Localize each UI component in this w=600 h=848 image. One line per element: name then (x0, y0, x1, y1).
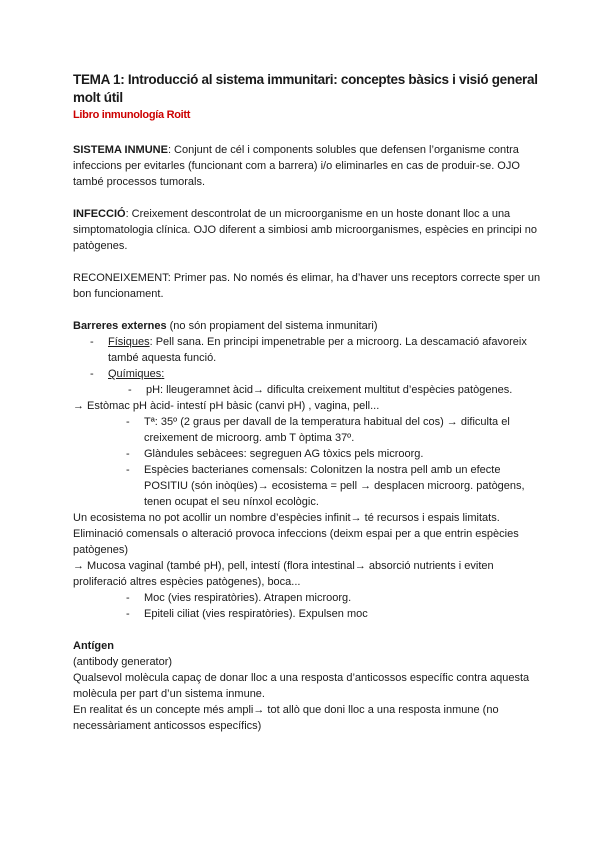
text-temperatura: Tª: 35º (2 graus per davall de la temperatura habitual del cos) → dificulta el creixement de microorg. amb T òptima 37º. (144, 416, 510, 444)
text-antigen-def: Qualsevol molècula capaç de donar lloc a una resposta d’anticossos específic contra aquesta molècula per part d’un sistema inmune. (73, 672, 530, 700)
text-mucosa: → Mucosa vaginal (també pH), pell, intestí (flora intestinal→ absorció nutrients i eviten proliferació altres espècies patògenes), boca... (73, 560, 494, 588)
text-ph: pH: lleugeramnet àcid→ dificulta creixement multitut d’espècies patògenes. (146, 384, 513, 396)
list-item-quimiques (73, 366, 543, 382)
definition-sistema-inmune (73, 142, 543, 190)
bullet-dash: - (90, 368, 94, 380)
text-glandules: Glàndules sebàcees: segreguen AG tòxics pels microorg. (144, 448, 424, 460)
list-item-epiteli (73, 606, 543, 622)
list-item-glandules (73, 446, 543, 462)
document-page (73, 71, 543, 734)
list-item-moc (73, 590, 543, 606)
text-antigen-sub: (antibody generator) (73, 656, 173, 668)
text-antigen-realitat: En realitat és un concepte més ampli→ tot allò que doni lloc a una resposta inmune (no necessàriament anticossos específics) (73, 704, 499, 732)
text-ecosistema: Un ecosistema no pot acollir un nombre d’espècies infinit→ té recursos i espais limitats. (73, 512, 500, 524)
source-reference: Libro inmunología Roitt (73, 109, 191, 121)
list-item-fisiques (73, 334, 543, 366)
section-barreres-externes (73, 318, 543, 334)
list-item-temperatura (73, 414, 543, 446)
bullet-dash: - (90, 336, 94, 348)
heading-antigen: Antígen (73, 640, 114, 652)
list-item-comensals (73, 462, 543, 510)
text-moc: Moc (vies respiratòries). Atrapen microorg. (144, 592, 352, 604)
list-item-ph (73, 382, 543, 398)
bullet-dash: - (126, 416, 130, 428)
label-quimiques: Químiques (108, 368, 162, 380)
paragraph-reconeixement: RECONEIXEMENT: Primer pas. No només és elimar, ha d’haver uns receptors correcte sper un bon funcionament. (73, 272, 541, 300)
text-estomac: → Estòmac pH àcid- intestí pH bàsic (canvi pH) , vagina, pell... (73, 400, 380, 412)
bullet-dash: - (126, 464, 130, 476)
bullet-dash: - (128, 384, 132, 396)
term-sistema-inmune: SISTEMA INMUNE (73, 144, 168, 156)
term-infeccio: INFECCIÓ (73, 208, 126, 220)
heading-barreres-externes: Barreres externes (73, 320, 167, 332)
bullet-dash: - (126, 592, 130, 604)
text-sistema-inmune: : Conjunt de cél i components solubles que defensen l’organisme contra infeccions per evitarles (funcionant com a barrera) i/o eliminarles en cas de produir-se. OJO també processos tumorals. (73, 144, 520, 188)
text-epiteli: Epiteli ciliat (vies respiratòries). Expulsen moc (144, 608, 368, 620)
text-eliminacio: Eliminació comensals o alteració provoca infeccions (deixm espai per a que entrin espècies patògenes) (73, 528, 519, 556)
text-comensals: Espècies bacterianes comensals: Colonitzen la nostra pell amb un efecte POSITIU (són inòqües)→ ecosistema = pell → desplacen microorg. patògens, tenen ocupat el seu nínxol ecològic. (144, 464, 525, 508)
text-fisiques: : Pell sana. En principi impenetrable per a microorg. La descamació afavoreix també aquesta funció. (108, 336, 527, 364)
bullet-dash: - (126, 608, 130, 620)
definition-infeccio (73, 206, 543, 254)
colon-quimiques: : (161, 368, 165, 380)
label-fisiques: Físiques (108, 336, 150, 348)
page-title: TEMA 1: Introducció al sistema immunitari: conceptes bàsics i visió general molt útil (73, 72, 538, 105)
bullet-dash: - (126, 448, 130, 460)
text-infeccio: : Creixement descontrolat de un microorganisme en un hoste donant lloc a una simptomatologia clínica. OJO diferent a simbiosi amb microorganismes, espècies en principi no patògenes. (73, 208, 538, 252)
note-barreres: (no són propiament del sistema inmunitari) (166, 320, 378, 332)
